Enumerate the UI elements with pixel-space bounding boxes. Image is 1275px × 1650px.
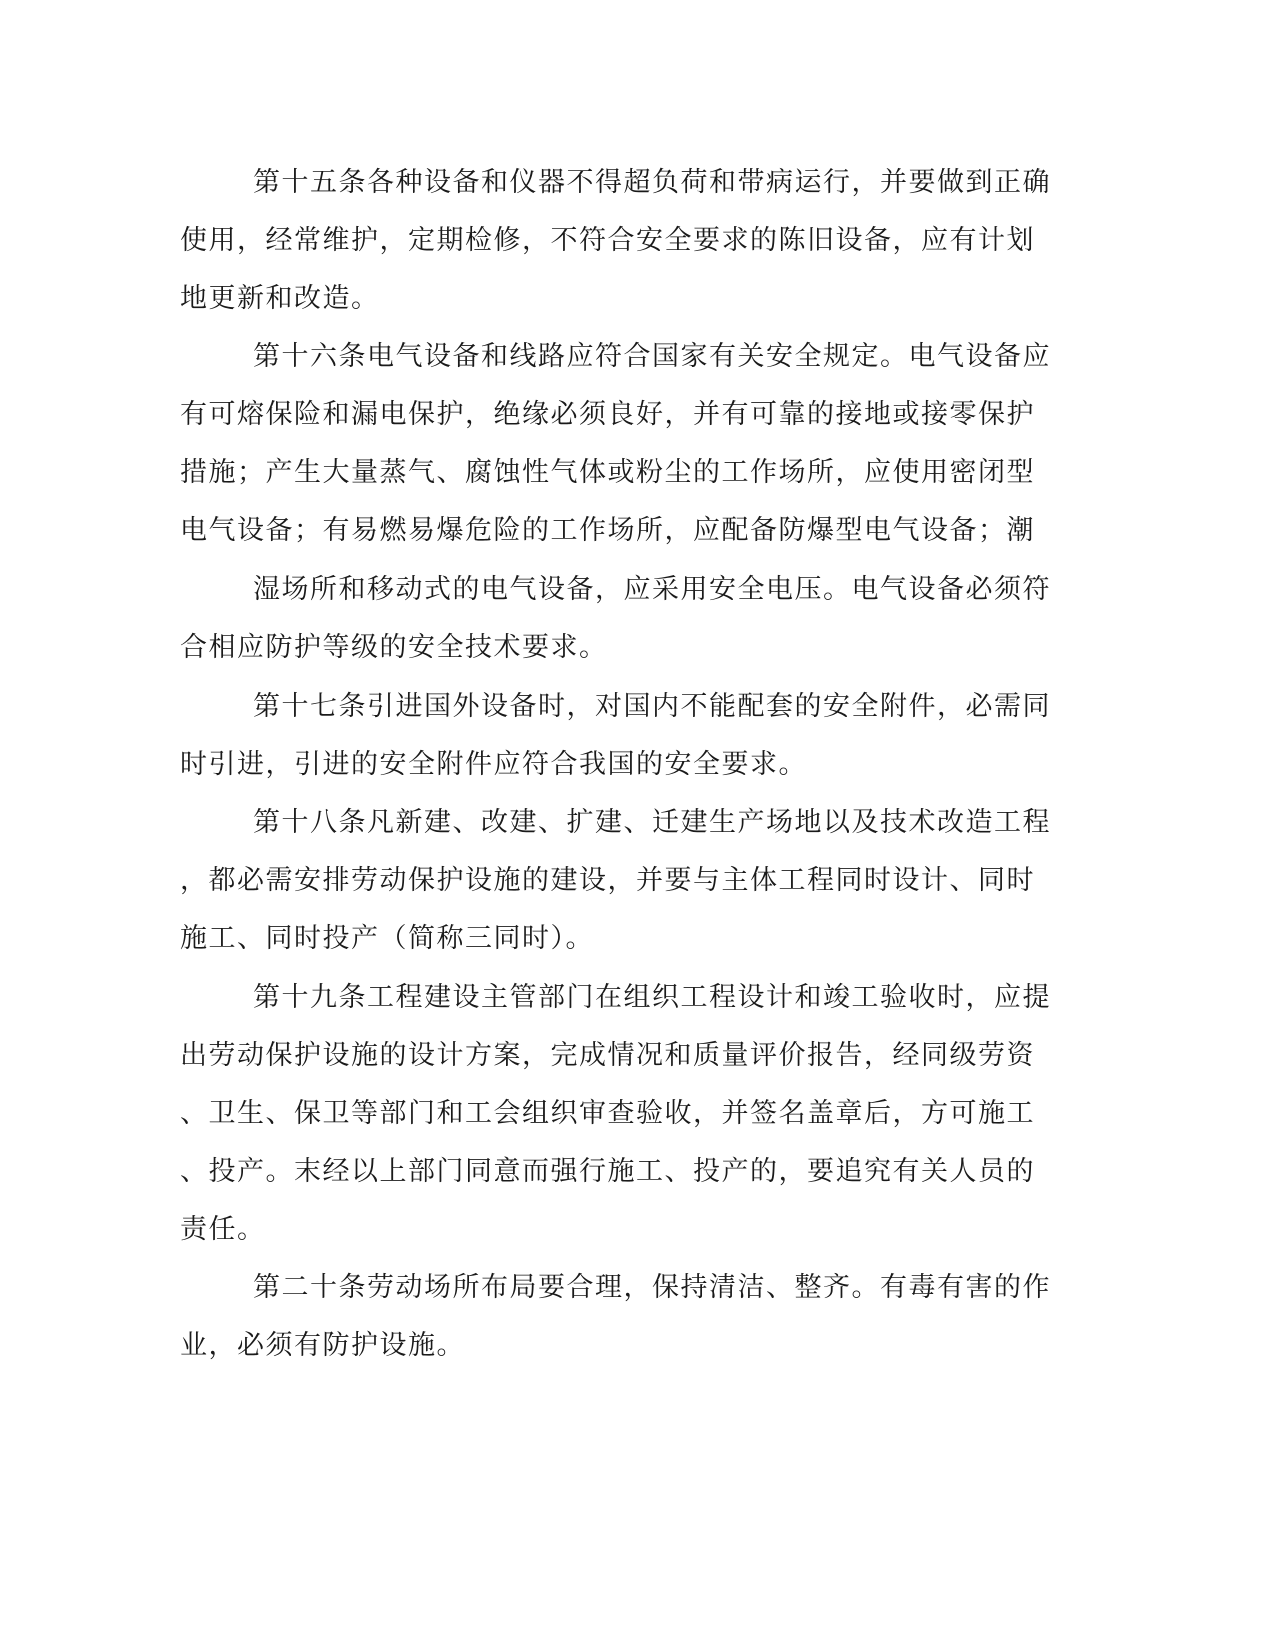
text-line: 地更新和改造。 — [180, 283, 380, 314]
text-line: 第十五条各种设备和仪器不得超负荷和带病运行，并要做到正确 — [253, 167, 1051, 198]
text-line: 使用，经常维护，定期检修，不符合安全要求的陈旧设备，应有计划 — [180, 225, 1035, 256]
text-line: ，都必需安排劳动保护设施的建设，并要与主体工程同时设计、同时 — [180, 865, 1035, 896]
text-line: 时引进，引进的安全附件应符合我国的安全要求。 — [180, 749, 807, 780]
text-line: 第十九条工程建设主管部门在组织工程设计和竣工验收时，应提 — [253, 982, 1051, 1013]
text-line: 第十六条电气设备和线路应符合国家有关安全规定。电气设备应 — [253, 341, 1051, 372]
text-line: 业，必须有防护设施。 — [180, 1330, 465, 1361]
text-line: 、卫生、保卫等部门和工会组织审查验收，并签名盖章后，方可施工 — [180, 1098, 1035, 1129]
text-line: 电气设备；有易燃易爆危险的工作场所，应配备防爆型电气设备；潮 — [180, 515, 1035, 546]
text-line: 第二十条劳动场所布局要合理，保持清洁、整齐。有毒有害的作 — [253, 1272, 1051, 1303]
text-line: 、投产。末经以上部门同意而强行施工、投产的，要追究有关人员的 — [180, 1156, 1035, 1187]
text-line: 湿场所和移动式的电气设备，应采用安全电压。电气设备必须符 — [253, 574, 1051, 605]
text-line: 第十八条凡新建、改建、扩建、迁建生产场地以及技术改造工程 — [253, 807, 1051, 838]
text-line: 有可熔保险和漏电保护，绝缘必须良好，并有可靠的接地或接零保护 — [180, 399, 1035, 430]
text-line: 施工、同时投产（简称三同时）。 — [180, 923, 594, 954]
text-line: 出劳动保护设施的设计方案，完成情况和质量评价报告，经同级劳资 — [180, 1040, 1035, 1071]
text-line: 责任。 — [180, 1214, 266, 1245]
text-line: 合相应防护等级的安全技术要求。 — [180, 632, 608, 663]
text-line: 措施；产生大量蒸气、腐蚀性气体或粉尘的工作场所，应使用密闭型 — [180, 457, 1035, 488]
text-line: 第十七条引进国外设备时，对国内不能配套的安全附件，必需同 — [253, 691, 1051, 722]
